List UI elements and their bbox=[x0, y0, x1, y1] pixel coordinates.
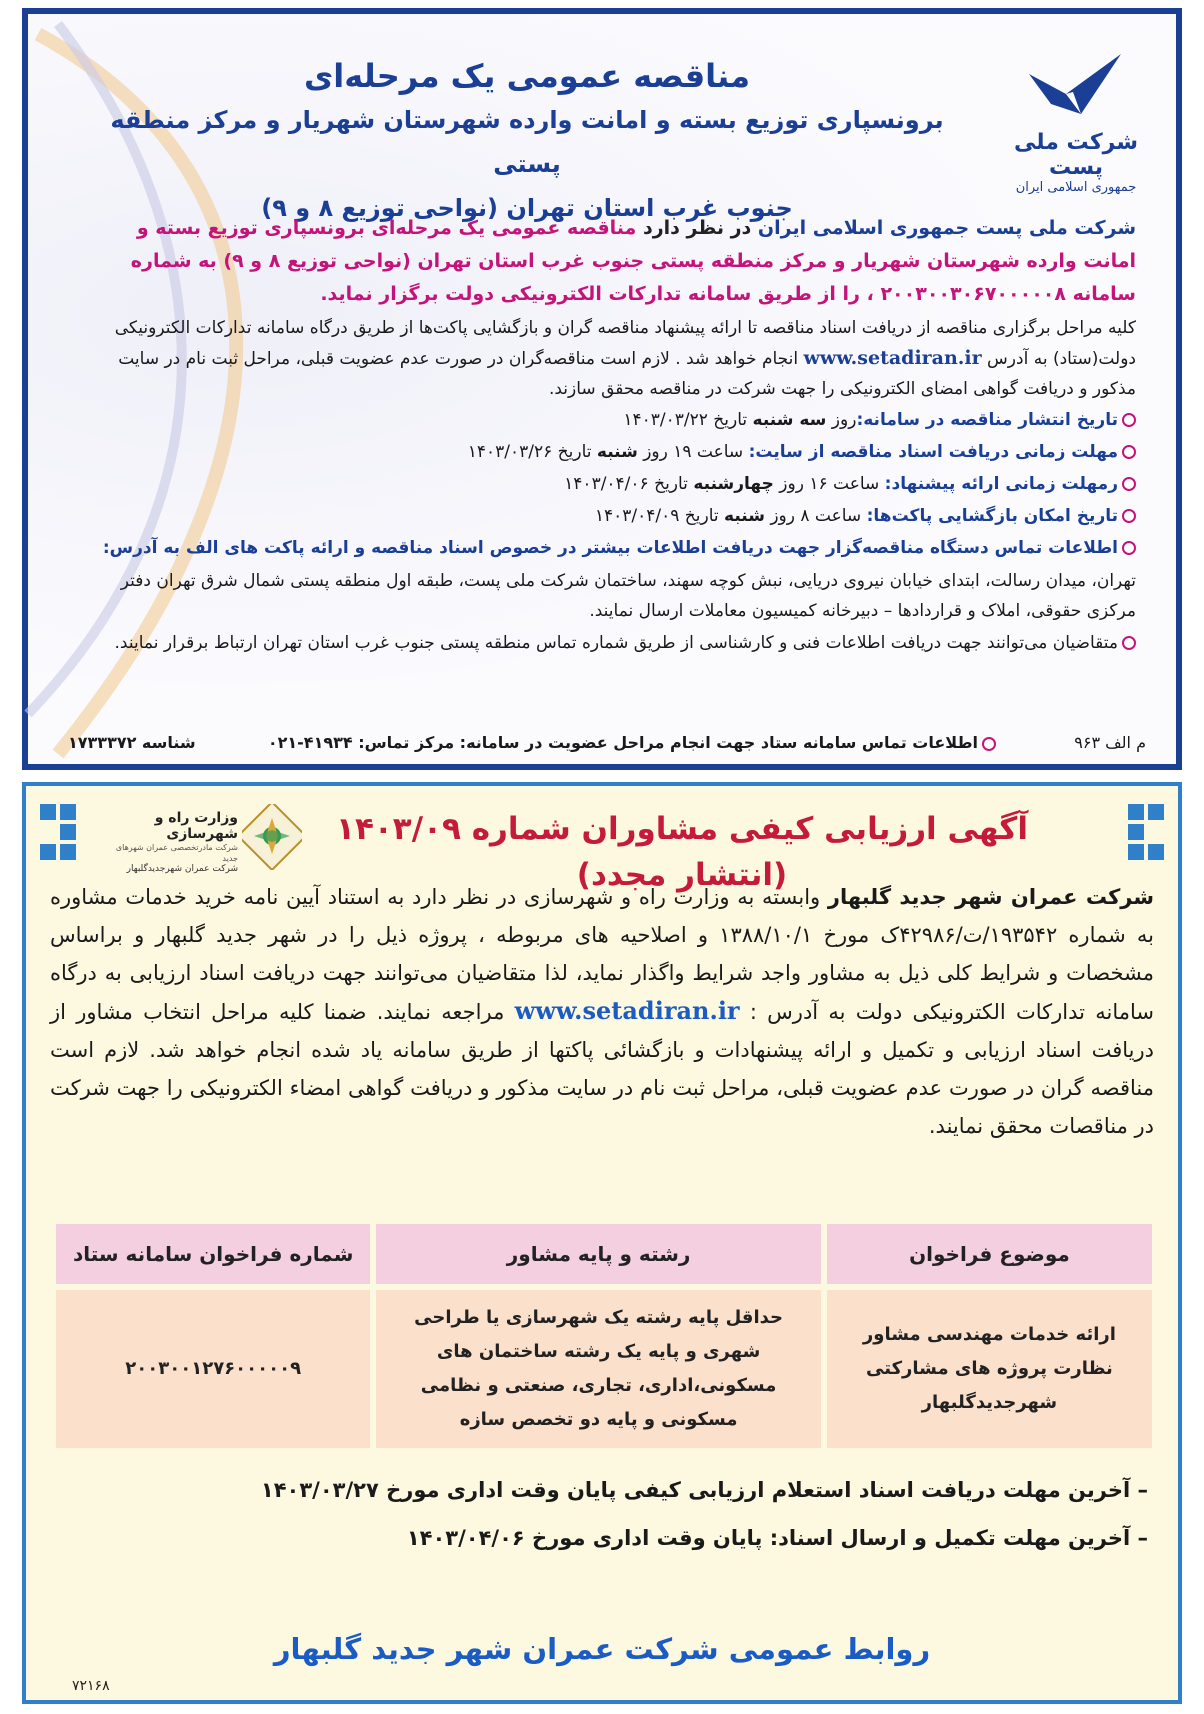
corner-square bbox=[60, 824, 76, 840]
item-day: شنبه bbox=[724, 506, 765, 526]
golbahar-text-a: وابسته به وزارت راه و شهرسازی در نظر دارد به استناد آیین نامه خرید خدمات مشاوره به شماره ۱۹۳۵۴۲/ت/۴۲۹۸۶ک مورخ ۱۳۸۸/۱۰/۱ و اصلاحیه های مربوطه ، پروژه ذیل را در شهر جدید گلبهار و براساس مشخصات و شرایط کلی ذیل به مشاور واجد شرایط واگذار نماید، لذا متقاضیان می‌توانند جهت دریافت اسناد ارزیابی به درگاه سامانه تدارکات الکترونیکی دولت به آدرس : bbox=[50, 885, 1154, 1024]
item-pre: ساعت ۱۹ روز bbox=[637, 442, 749, 462]
golbahar-title: آگهی ارزیابی کیفی مشاوران شماره ۱۴۰۳/۰۹ (انتشار مجدد) bbox=[336, 811, 1028, 893]
post-intro-rest: مناقصه عمومی یک مرحله‌ای برونسپاری توزیع بسته و امانت وارده شهرستان شهریار و مرکز منطقه پستی جنوب غرب استان تهران (نواحی توزیع ۸ و ۹) به شماره سامانه ۲۰۰۳۰۰۳۰۶۷۰۰۰۰۰۸ ، را از طریق سامانه تدارکات الکترونیکی دولت برگزار نماید. bbox=[130, 217, 1136, 305]
item-day: شنبه bbox=[596, 442, 638, 462]
item-label: تاریخ امکان بازگشایی پاکت‌ها: bbox=[866, 506, 1118, 526]
golbahar-consultant-notice bbox=[22, 782, 1182, 1704]
ministry-logo-text bbox=[108, 810, 238, 874]
golbahar-company-name: شرکت عمران شهرجدیدگلبهار bbox=[126, 864, 238, 874]
corner-square bbox=[60, 844, 76, 860]
item-day: چهارشنبه bbox=[693, 474, 774, 494]
table-header-row bbox=[56, 1224, 1152, 1284]
golbahar-signature: روابط عمومی شرکت عمران شهر جدید گلبهار bbox=[273, 1632, 931, 1666]
cell-field: حداقل پایه رشته یک شهرسازی یا طراحی شهری و پایه یک رشته ساختمان های مسکونی،اداری، تجاری، صنعتی و نظامی مسکونی و پایه دو تخصص سازه bbox=[376, 1290, 820, 1448]
bullet-icon bbox=[982, 737, 996, 751]
corner-square bbox=[1128, 804, 1144, 820]
header-subject: موضوع فراخوان bbox=[827, 1224, 1152, 1284]
post-subtitle-1: برونسپاری توزیع بسته و امانت وارده شهرستان شهریار و مرکز منطقه پستی bbox=[110, 106, 944, 178]
post-brand-name: شرکت ملی پست bbox=[1014, 130, 1138, 180]
national-post-logo bbox=[1006, 44, 1146, 195]
post-footer-code: م الف ۹۶۳ bbox=[1074, 733, 1146, 752]
item-pre: ساعت ۱۶ روز bbox=[773, 474, 885, 494]
table-row bbox=[56, 1290, 1152, 1448]
setadiran-link[interactable]: www.setadiran.ir bbox=[803, 347, 982, 369]
corner-square bbox=[1148, 804, 1164, 820]
mother-company-name: شرکت مادرتخصصی عمران شهرهای جدید bbox=[115, 843, 238, 863]
item-date: تاریخ ۱۴۰۳/۰۴/۰۶ bbox=[564, 474, 694, 494]
post-titles bbox=[78, 54, 976, 230]
post-bird-icon bbox=[1021, 44, 1131, 124]
post-procedure-paragraph bbox=[80, 313, 1136, 404]
post-brand-sub: جمهوری اسلامی ایران bbox=[1015, 180, 1137, 195]
setadiran-link[interactable]: www.setadiran.ir bbox=[514, 996, 740, 1025]
bullet-icon bbox=[1122, 445, 1136, 459]
bullet-icon bbox=[1122, 541, 1136, 555]
bullet-icon bbox=[1122, 636, 1136, 650]
ministry-logo bbox=[108, 804, 304, 874]
post-footer-contact bbox=[268, 733, 996, 752]
post-footer bbox=[68, 726, 1146, 752]
corner-square bbox=[40, 844, 56, 860]
contact-heading-text: اطلاعات تماس دستگاه مناقصه‌گزار جهت دریافت اطلاعات بیشتر در خصوص اسناد مناقصه و ارائه پاکت های الف به آدرس: bbox=[102, 538, 1118, 558]
golbahar-text-b: مراجعه نمایند. ضمنا کلیه مراحل انتخاب مشاور از دریافت اسناد ارزیابی و تکمیل و ارائه پیشنهادات و بازگشائی پاکتها از طریق سامانه یاد شده انجام خواهد شد. لازم است مناقصه گران در صورت عدم عضویت قبلی، مراحل ثبت نام در سایت مذکور و دریافت گواهی امضاء الکترونیکی را جهت شرکت در مناقصات محقق نمایند. bbox=[50, 1000, 1154, 1138]
post-item-doc-deadline bbox=[80, 436, 1136, 468]
deadline-docs: – آخرین مهلت دریافت اسناد استعلام ارزیابی کیفی پایان وقت اداری مورخ ۱۴۰۳/۰۳/۲۷ bbox=[260, 1478, 1148, 1502]
post-title: مناقصه عمومی یک مرحله‌ای bbox=[303, 57, 751, 95]
post-applicants-note bbox=[80, 628, 1136, 658]
post-footer-id: شناسه ۱۷۳۳۳۷۲ bbox=[68, 733, 196, 752]
corner-square bbox=[40, 804, 56, 820]
post-contact-heading bbox=[80, 532, 1136, 564]
deadline-submit: – آخرین مهلت تکمیل و ارسال اسناد: پایان وقت اداری مورخ ۱۴۰۳/۰۴/۰۶ bbox=[406, 1526, 1148, 1550]
post-contact-address: تهران، میدان رسالت، ابتدای خیابان نیروی دریایی، نبش کوچه سهند، ساختمان شرکت ملی پست، طبقه اول منطقه پستی شمال شرق تهران دفتر مرکزی حقوقی، املاک و قراردادها – دبیرخانه کمیسیون معاملات ارسال نمایند. bbox=[120, 571, 1136, 621]
item-label: تاریخ انتشار مناقصه در سامانه: bbox=[856, 410, 1118, 430]
bullet-icon bbox=[1122, 413, 1136, 427]
bullet-icon bbox=[1122, 509, 1136, 523]
post-intro bbox=[80, 212, 1136, 311]
item-date: تاریخ ۱۴۰۳/۰۴/۰۹ bbox=[594, 506, 725, 526]
ministry-name: وزارت راه و شهرسازی bbox=[154, 810, 238, 842]
cell-subject: ارائه خدمات مهندسی مشاور نظارت پروژه های مشارکتی شهرجدیدگلبهار bbox=[827, 1290, 1152, 1448]
corner-square bbox=[1128, 824, 1144, 840]
call-table bbox=[50, 1218, 1158, 1454]
post-intro-mid: در نظر دارد bbox=[636, 217, 758, 239]
header-field: رشته و پایه مشاور bbox=[376, 1224, 820, 1284]
item-pre: ساعت ۸ روز bbox=[764, 506, 867, 526]
golbahar-code: ۷۲۱۶۸ bbox=[72, 1678, 110, 1694]
bullet-icon bbox=[1122, 477, 1136, 491]
cell-call-number: ۲۰۰۳۰۰۱۲۷۶۰۰۰۰۰۹ bbox=[56, 1290, 370, 1448]
item-date: تاریخ ۱۴۰۳/۰۳/۲۶ bbox=[467, 442, 597, 462]
post-body bbox=[80, 212, 1136, 658]
footer-contact-text: اطلاعات تماس سامانه ستاد جهت انجام مراحل عضویت در سامانه: مرکز تماس: ۴۱۹۳۴-۰۲۱ bbox=[267, 733, 978, 752]
post-intro-company: شرکت ملی پست جمهوری اسلامی ایران bbox=[757, 217, 1136, 239]
item-pre: روز bbox=[826, 410, 857, 430]
item-day: سه شنبه bbox=[752, 410, 827, 430]
applicants-note-text: متقاضیان می‌توانند جهت دریافت اطلاعات فنی و کارشناسی از طریق شماره تماس منطقه پستی جنوب غرب استان تهران ارتباط برقرار نمایند. bbox=[114, 633, 1118, 653]
item-date: تاریخ ۱۴۰۳/۰۳/۲۲ bbox=[623, 410, 753, 430]
post-para-a: کلیه مراحل برگزاری مناقصه از دریافت اسناد مناقصه تا ارائه پیشنهاد مناقصه گران و بازگشایی پاکت‌ها از طریق درگاه سامانه تدارکات الکترونیکی دولت(ستاد) به آدرس bbox=[114, 318, 1136, 369]
corner-square bbox=[1128, 844, 1144, 860]
header-call-number: شماره فراخوان سامانه ستاد bbox=[56, 1224, 370, 1284]
golbahar-body-text bbox=[50, 878, 1154, 1145]
golbahar-company: شرکت عمران شهر جدید گلبهار bbox=[827, 885, 1154, 909]
corner-square bbox=[60, 804, 76, 820]
item-label: مهلت زمانی دریافت اسناد مناقصه از سایت: bbox=[748, 442, 1118, 462]
post-item-offer-deadline bbox=[80, 468, 1136, 500]
post-subtitle-2: جنوب غرب استان تهران (نواحی توزیع ۸ و ۹) bbox=[261, 194, 793, 222]
item-label: رمهلت زمانی ارائه پیشنهاد: bbox=[884, 474, 1118, 494]
post-para-b: انجام خواهد شد . لازم است مناقصه‌گران در صورت عدم عضویت قبلی، مراحل ثبت نام در سایت مذکور و دریافت گواهی امضای الکترونیکی را جهت شرکت در مناقصه محقق سازند. bbox=[118, 349, 1136, 399]
corner-square bbox=[1148, 844, 1164, 860]
post-item-opening-date bbox=[80, 500, 1136, 532]
post-tender-notice bbox=[22, 8, 1182, 770]
post-item-publish-date bbox=[80, 404, 1136, 436]
ministry-emblem-icon bbox=[242, 804, 302, 870]
